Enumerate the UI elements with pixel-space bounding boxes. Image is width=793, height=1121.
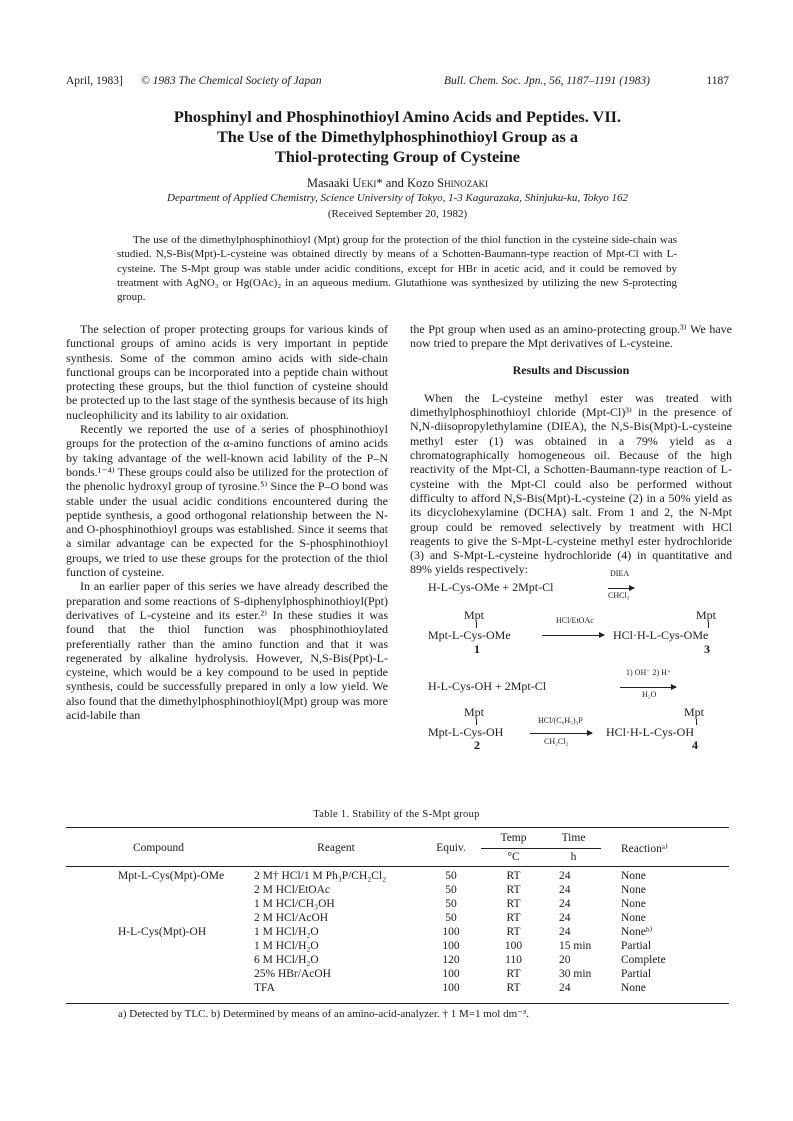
title-line: Thiol-protecting Group of Cysteine xyxy=(275,147,520,166)
solvent-label: CHCl₃ xyxy=(608,591,630,600)
compound-formula: Mpt-L-Cys-OH xyxy=(428,725,504,739)
cell-reaction: Partial xyxy=(621,968,652,980)
substituent-label: Mpt xyxy=(464,705,485,719)
table-row xyxy=(66,967,729,981)
col-unit-time: h xyxy=(570,851,577,864)
compound-formula: HCl·H-L-Cys-OH xyxy=(606,725,694,739)
col-header-reaction: Reactionᵃ⁾ xyxy=(621,842,668,855)
title-line: Phosphinyl and Phosphinothioyl Amino Acids and Peptides. VII. xyxy=(173,107,622,126)
reagent-label: HCl/EtOAc xyxy=(556,616,594,625)
reaction-equation: H-L-Cys-OMe + 2Mpt-Cl xyxy=(428,580,554,594)
cell-reagent: 1 M HCl/H₂O xyxy=(254,926,319,938)
table-row xyxy=(66,925,729,939)
solvent-label: CH₂Cl₂ xyxy=(544,737,569,746)
cell-reagent: 6 M HCl/H₂O xyxy=(254,954,319,966)
cell-compound: Mpt-L-Cys(Mpt)-OMe xyxy=(118,870,225,882)
header-copyright: © 1983 The Chemical Society of Japan xyxy=(141,75,322,87)
paragraph: The selection of proper protecting groups for various kinds of functional groups of amino acids is very important in peptide synthesis. Some of the common amino acids with side-chain functional groups can be incorporated into a peptide chain without protecting these groups, but the thiol function of cysteine should be protected up to the last stage of the synthesis because of its high nucleophilicity and its lability to air oxidation. xyxy=(66,322,388,422)
col-header-time: Time xyxy=(546,829,601,848)
cell-temp: RT xyxy=(506,898,521,910)
table-rule xyxy=(66,827,729,828)
cell-reagent: TFA xyxy=(254,982,275,994)
author-last: Shinozaki xyxy=(437,176,489,190)
reagent-label: DIEA xyxy=(610,569,630,578)
cell-compound xyxy=(66,981,251,995)
cell-reaction: None xyxy=(621,870,646,882)
col-header-reagent: Reagent xyxy=(317,841,355,854)
cell-reaction: None xyxy=(621,912,646,924)
section-heading: Results and Discussion xyxy=(512,362,630,377)
cell-reagent: 25% HBr/AcOH xyxy=(254,968,331,980)
paper-title xyxy=(60,107,735,167)
cell-equiv: 120 xyxy=(442,954,460,966)
reaction-equation: H-L-Cys-OH + 2Mpt-Cl xyxy=(428,679,547,693)
cell-equiv: 50 xyxy=(445,870,457,882)
cell-reagent: 1 M HCl/H₂O xyxy=(254,940,319,952)
reaction-arrow xyxy=(620,687,676,688)
substituent-label: Mpt xyxy=(464,608,485,622)
table-caption: Table 1. Stability of the S-Mpt group xyxy=(313,809,480,820)
table-row xyxy=(66,981,729,995)
bond-line xyxy=(696,719,697,725)
affiliation: Department of Applied Chemistry, Science University of Tokyo, 1-3 Kagurazaka, Shinjuku-ku, Tokyo 162 xyxy=(167,192,628,204)
table-row xyxy=(66,866,729,883)
cell-compound: H-L-Cys(Mpt)-OH xyxy=(118,926,207,938)
compound-number: 4 xyxy=(692,738,698,752)
cell-time: 24 xyxy=(559,912,571,924)
cell-compound xyxy=(66,939,251,953)
table-row xyxy=(66,911,729,925)
reaction-arrow xyxy=(608,588,634,589)
compound-number: 3 xyxy=(704,642,710,656)
cell-temp: 100 xyxy=(504,940,523,952)
cell-temp: RT xyxy=(506,870,521,882)
cell-temp: RT xyxy=(506,884,521,896)
substituent-label: Mpt xyxy=(684,705,705,719)
compound-number: 2 xyxy=(474,738,480,752)
cell-time: 24 xyxy=(559,982,571,994)
author-first: Kozo xyxy=(406,176,438,190)
table-row xyxy=(66,883,729,897)
cell-time: 24 xyxy=(559,870,571,882)
col-header-equiv: Equiv. xyxy=(436,841,466,854)
abstract-text: The use of the dimethylphosphinothioyl (Mpt) group for the protection of the thiol function in the cysteine side-chain was studied. N,S-Bis(Mpt)-L-cysteine was obtained directly by means of a Schotten-Baumann-type reaction of Mpt-Cl with L-cysteine. The S-Mpt group was stable under acidic conditions, except for HBr in acetic acid, and it could be removed by treatment with AgNO₃ or Hg(OAc)₂ in an aqueous medium. Glutathione was synthesized by utilizing the new S-protecting group. xyxy=(117,234,677,304)
cell-reaction: Complete xyxy=(621,954,666,966)
cell-reaction: Partial xyxy=(621,940,652,952)
compound-formula: Mpt-L-Cys-OMe xyxy=(428,628,511,642)
page-number: 1187 xyxy=(706,75,729,87)
col-header-temp: Temp xyxy=(481,829,546,848)
cell-temp: RT xyxy=(506,982,521,994)
author-last: Ueki xyxy=(352,176,377,190)
title-line: The Use of the Dimethylphosphinothioyl Group as a xyxy=(216,127,579,146)
cell-equiv: 100 xyxy=(442,940,460,952)
right-column xyxy=(410,322,732,577)
paragraph: Recently we reported the use of a series of phosphinothioyl groups for the protection of the α-amino functions of amino acids by taking advantage of the well-known acid lability of the P–N bonds.¹⁻⁴⁾ These groups could also be utilized for the protection of the phenolic hydroxyl group of tyrosine.⁵⁾ Since the P–O bond was stable under the usual acidic conditions encountered during the peptide synthesis, a good orthogonal relationship between the N- and O-phosphinothioyl groups was established. Since it seems that a similar advantage can be expected for the S-phosphinothioyl groups, we tried to use these groups for the protection of the thiol function of cysteine. xyxy=(66,422,388,580)
cell-temp: RT xyxy=(506,926,521,938)
table-footnote: a) Detected by TLC. b) Determined by means of an amino-acid-analyzer. † 1 M=1 mol dm⁻³. xyxy=(118,1008,529,1020)
authors xyxy=(60,176,735,191)
col-unit-temp: °C xyxy=(507,851,520,864)
cell-compound xyxy=(66,953,251,967)
reaction-arrow xyxy=(530,733,592,734)
cell-reagent: 2 M† HCl/1 M Ph₃P/CH₂Cl₂ xyxy=(254,870,387,882)
table-row xyxy=(66,939,729,953)
paragraph: the Ppt group when used as an amino-protecting group.³⁾ We have now tried to prepare the Mpt derivatives of L-cysteine. xyxy=(410,322,732,351)
cell-time: 24 xyxy=(559,898,571,910)
solvent-label: H₂O xyxy=(642,690,657,699)
stability-table xyxy=(66,829,729,995)
author-first: Masaaki xyxy=(306,176,353,190)
table-rule xyxy=(66,1003,729,1004)
reagent-label: HCl/(C₆H₅)₃P xyxy=(538,716,583,725)
cell-equiv: 100 xyxy=(442,982,460,994)
compound-number: 1 xyxy=(474,642,480,656)
substituent-label: Mpt xyxy=(696,608,717,622)
cell-reaction: Noneᵇ⁾ xyxy=(621,926,653,938)
table-row xyxy=(66,897,729,911)
cell-reaction: None xyxy=(621,898,646,910)
cell-reaction: None xyxy=(621,884,646,896)
left-column xyxy=(66,322,388,722)
cell-compound xyxy=(66,897,251,911)
abstract xyxy=(117,233,677,304)
cell-equiv: 100 xyxy=(442,926,460,938)
reaction-arrow xyxy=(542,635,604,636)
cell-time: 15 min xyxy=(559,940,592,952)
cell-reagent: 2 M HCl/EtOAc xyxy=(254,884,331,896)
compound-formula: HCl·H-L-Cys-OMe xyxy=(613,628,709,642)
cell-time: 30 min xyxy=(559,968,592,980)
author-separator: * and xyxy=(376,176,407,190)
reagent-label: 1) OH⁻ 2) H⁺ xyxy=(626,668,672,677)
cell-reaction: None xyxy=(621,982,646,994)
cell-equiv: 50 xyxy=(445,884,457,896)
cell-temp: RT xyxy=(506,968,521,980)
cell-temp: 110 xyxy=(505,954,522,966)
col-header-compound: Compound xyxy=(132,841,185,854)
cell-compound xyxy=(66,911,251,925)
table-body xyxy=(66,866,729,995)
cell-equiv: 100 xyxy=(442,968,460,980)
cell-equiv: 50 xyxy=(445,912,457,924)
cell-equiv: 50 xyxy=(445,898,457,910)
paragraph: When the L-cysteine methyl ester was treated with dimethylphosphinothioyl chloride (Mpt-Cl)³⁾ in the presence of N,N-diisopropylethylamine (DIEA), the N,S-Bis(Mpt)-L-cysteine methyl ester (1) was obtained in a 79% yield as a chromatographically homogeneous oil. Because of the high reactivity of the Mpt-Cl, a Schotten-Baumann-type reaction of L-cysteine with the Mpt-Cl could also be performed without difficulty to afford N,S-Bis(Mpt)-L-cysteine (2) in a 50% yield as its dicyclohexylamine (DCHA) salt. From 1 and 2, the N-Mpt group could be removed selectively by treatment with HCl reagents to give the S-Mpt-L-cysteine methyl ester hydrochloride (3) and S-Mpt-L-cysteine hydrochloride (4) in quantitative and 89% yields respectively: xyxy=(410,390,732,577)
cell-compound xyxy=(66,967,251,981)
paragraph: In an earlier paper of this series we have already described the preparation and some reactions of S-diphenylphosphinothioyl(Ppt) derivatives of L-cysteine and its ester.²⁾ In these studies it was found that the thiol function was phosphinothioylated preferentially rather than the amino function and that it was regenerated by alkaline hydrolysis. However, N,S-Bis(Ppt)-L-cysteine, which would be a key compound to be used in peptide synthesis, could be successfully prepared in only a low yield. We also found that the dimethylphosphinothioyl(Mpt) group was more acid-labile than xyxy=(66,579,388,723)
cell-temp: RT xyxy=(506,912,521,924)
header-date: April, 1983] xyxy=(66,75,123,87)
cell-time: 20 xyxy=(559,954,571,966)
cell-time: 24 xyxy=(559,884,571,896)
cell-reagent: 1 M HCl/CH₃OH xyxy=(254,898,335,910)
cell-time: 24 xyxy=(559,926,571,938)
cell-compound xyxy=(66,883,251,897)
cell-reagent: 2 M HCl/AcOH xyxy=(254,912,329,924)
header-journal: Bull. Chem. Soc. Jpn., 56, 1187–1191 (1983) xyxy=(444,75,650,87)
table-row xyxy=(66,953,729,967)
received-date: (Received September 20, 1982) xyxy=(327,208,468,220)
